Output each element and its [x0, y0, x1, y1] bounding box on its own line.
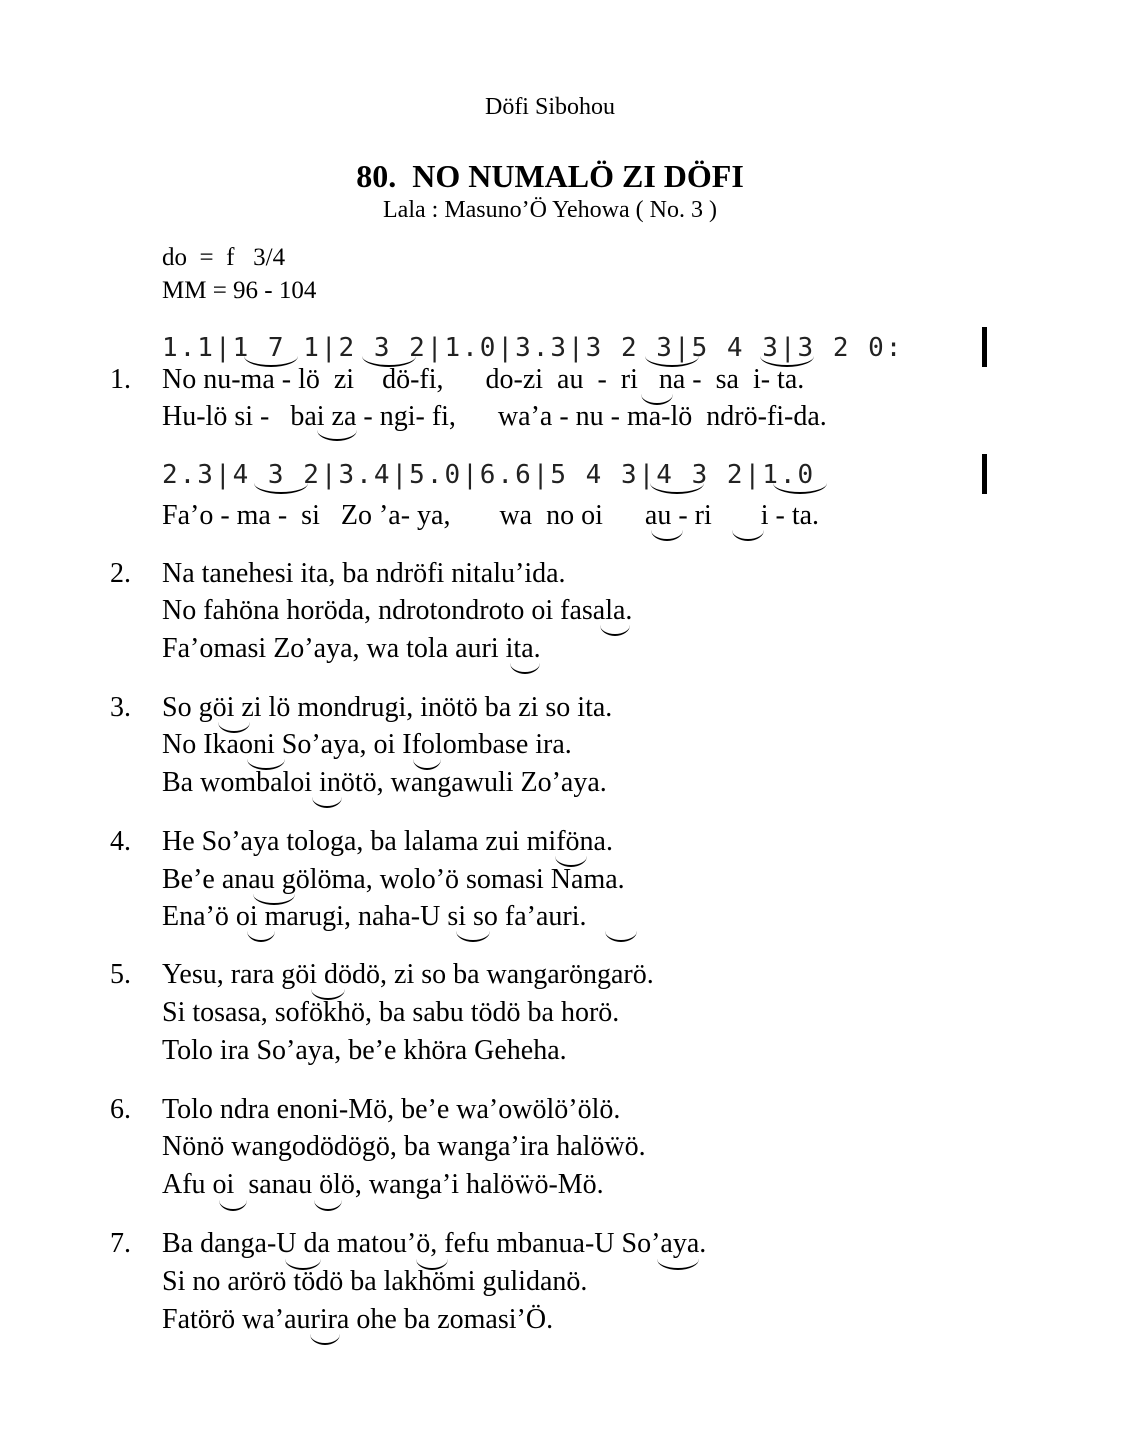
lyric-slur	[317, 430, 357, 441]
repeat-barline	[982, 327, 987, 367]
verse-number: 4.	[110, 826, 131, 857]
lyric-slur	[312, 797, 342, 808]
verse-number: 1.	[110, 364, 131, 395]
verse-6-line-1: Tolo ndra enoni-Mö, be’e wa’owölö’ölö.	[162, 1094, 621, 1125]
verse-2-line-2: No fahöna horöda, ndrotondroto oi fasala.	[162, 595, 633, 626]
verse-5-line-3: Tolo ira So’aya, be’e khöra Geheha.	[162, 1035, 567, 1066]
verse-6-line-2: Nönö wangodödögö, ba wanga’ira halöẅö.	[162, 1131, 646, 1162]
lyric-slur	[651, 530, 683, 541]
verse-number: 6.	[110, 1094, 131, 1125]
tempo-marking: MM = 96 - 104	[162, 277, 317, 304]
verse-number: 3.	[110, 692, 131, 723]
notation-slur	[254, 483, 308, 494]
hymn-tune: Lala : Masuno’Ö Yehowa ( No. 3 )	[383, 197, 717, 223]
notation-slur	[650, 483, 704, 494]
verse-3-line-3: Ba wombaloi inötö, wangawuli Zo’aya.	[162, 767, 607, 798]
notation-slur	[773, 483, 827, 494]
verse-number: 5.	[110, 959, 131, 990]
lyric-slur	[510, 663, 540, 674]
verse-7-line-3: Fatörö wa’aurira ohe ba zomasi’Ö.	[162, 1304, 554, 1335]
lyric-slur	[314, 1200, 342, 1211]
verse-1-line-2: Hu-lö si - bai za - ngi- fi, wa’a - nu - ma-lö ndrö-fi-da.	[162, 401, 827, 432]
verse-1-refrain: Fa’o - ma - si Zo ’a- ya, wa no oi au - ri i - ta.	[162, 500, 820, 531]
lyric-slur	[657, 1259, 699, 1270]
verse-1-line-1: No nu-ma - lö zi dö-fi, do-zi au - ri na - sa i- ta.	[162, 364, 805, 395]
verse-number: 7.	[110, 1228, 131, 1259]
final-barline	[982, 454, 987, 494]
lyric-slur	[732, 530, 764, 541]
lyric-slur	[600, 625, 630, 636]
notation-line-1: 1.1|1 7 1|2 3 2|1.0|3.3|3 2 3|5 4 3|3 2 0:	[162, 333, 904, 363]
verse-6-line-3: Afu oi sanau ölö, wanga’i halöẅö-Mö.	[162, 1169, 604, 1200]
verse-2-line-3: Fa’omasi Zo’aya, wa tola auri ita.	[162, 633, 541, 664]
hymn-title: 80. NO NUMALÖ ZI DÖFI	[356, 158, 744, 194]
verse-4-line-3: Ena’ö oi marugi, naha-U si so fa’auri.	[162, 901, 587, 932]
verse-7-line-2: Si no arörö tödö ba lakhömi gulidanö.	[162, 1266, 588, 1297]
lyric-slur	[247, 931, 275, 942]
verse-3-line-2: No Ikaoni So’aya, oi Ifolombase ira.	[162, 729, 572, 760]
verse-2-line-1: Na tanehesi ita, ba ndröfi nitalu’ida.	[162, 558, 566, 589]
verse-5-line-1: Yesu, rara göi dödö, zi so ba wangaröngarö.	[162, 959, 654, 990]
verse-4-line-1: He So’aya tologa, ba lalama zui miföna.	[162, 826, 613, 857]
verse-4-line-2: Be’e anau gölöma, wolo’ö somasi Nama.	[162, 864, 625, 895]
verse-7-line-1: Ba danga-U da matou’ö, fefu mbanua-U So’aya.	[162, 1228, 707, 1259]
verse-3-line-1: So göi zi lö mondrugi, inötö ba zi so ita.	[162, 692, 613, 723]
book-header: Döfi Sibohou	[484, 94, 615, 120]
lyric-slur	[605, 931, 637, 942]
key-signature: do = f 3/4	[162, 244, 286, 271]
lyric-slur	[310, 1334, 340, 1345]
notation-line-2: 2.3|4 3 2|3.4|5.0|6.6|5 4 3|4 3 2|1.0	[162, 460, 816, 490]
lyric-slur	[456, 931, 490, 942]
verse-5-line-2: Si tosasa, sofökhö, ba sabu tödö ba horö.	[162, 997, 620, 1028]
lyric-slur	[219, 1200, 247, 1211]
verse-number: 2.	[110, 558, 131, 589]
